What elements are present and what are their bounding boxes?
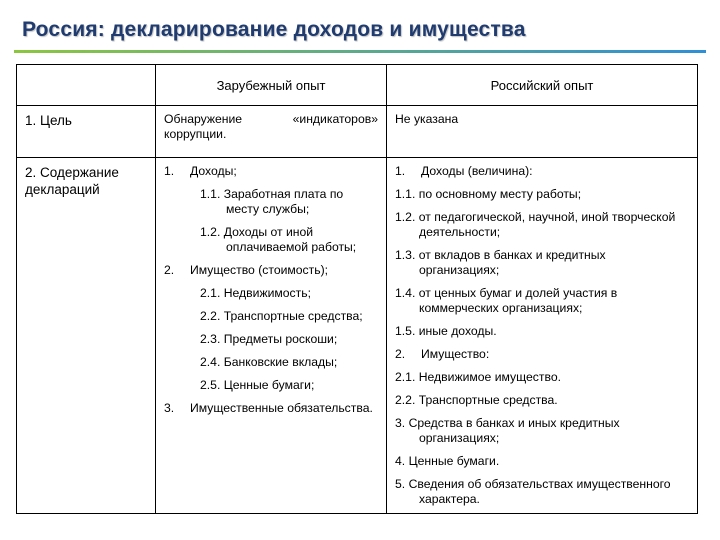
foreign-item: 2.3. Предметы роскоши; <box>200 332 338 346</box>
comparison-table <box>16 64 698 514</box>
russian-item: 5. Сведения об обязательствах имущественного характера. <box>395 477 671 506</box>
russian-item: 1.4. от ценных бумаг и долей участия в коммерческих организациях; <box>395 286 618 315</box>
foreign-item: 2.4. Банковские вклады; <box>200 355 338 369</box>
russian-item: 1.5. иные доходы. <box>395 324 497 338</box>
foreign-item: 2. Имущество (стоимость); <box>164 263 329 277</box>
russian-item: 2. Имущество: <box>395 347 490 361</box>
content-foreign <box>156 158 387 514</box>
row-goal <box>17 106 698 158</box>
goal-foreign-word1: Обнаружение <box>164 112 243 126</box>
foreign-item: 1. Доходы; <box>164 164 237 178</box>
header-russian: Российский опыт <box>387 65 698 106</box>
foreign-item: 3. Имущественные обязательства. <box>164 401 373 415</box>
row-label-content: 2. Содержание деклараций <box>17 158 156 514</box>
goal-foreign-word2: «индикаторов» <box>292 112 378 126</box>
title-underline <box>14 50 706 53</box>
foreign-item: 2.5. Ценные бумаги; <box>200 378 315 392</box>
russian-item: 2.1. Недвижимое имущество. <box>395 370 561 384</box>
russian-item: 1. Доходы (величина): <box>395 164 533 178</box>
russian-item: 1.1. по основному месту работы; <box>395 187 582 201</box>
goal-foreign-word3: коррупции. <box>164 127 227 141</box>
content-russian <box>387 158 698 514</box>
russian-item: 4. Ценные бумаги. <box>395 454 500 468</box>
header-foreign: Зарубежный опыт <box>156 65 387 106</box>
foreign-item: 2.1. Недвижимость; <box>200 286 311 300</box>
russian-item: 3. Средства в банках и иных кредитных организациях; <box>395 416 620 445</box>
row-label-goal: 1. Цель <box>17 106 156 158</box>
header-empty <box>17 65 156 106</box>
foreign-item: 1.2. Доходы от иной оплачиваемой работы; <box>200 225 357 254</box>
foreign-item: 2.2. Транспортные средства; <box>200 309 363 323</box>
row-content <box>17 158 698 514</box>
russian-item: 2.2. Транспортные средства. <box>395 393 558 407</box>
slide-title: Россия: декларирование доходов и имущества <box>22 18 526 41</box>
foreign-item: 1.1. Заработная плата по месту службы; <box>200 187 344 216</box>
header-row <box>17 65 698 106</box>
goal-foreign <box>156 106 387 158</box>
goal-russian: Не указана <box>387 106 698 158</box>
russian-item: 1.2. от педагогической, научной, иной творческой деятельности; <box>395 210 676 239</box>
russian-item: 1.3. от вкладов в банках и кредитных организациях; <box>395 248 606 277</box>
